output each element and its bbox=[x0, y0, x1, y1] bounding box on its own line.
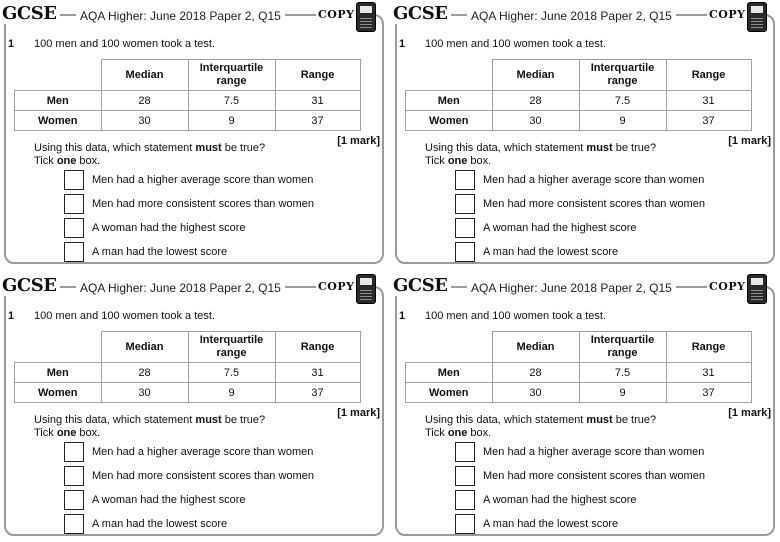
instructions: Using this data, which statement must be true? Tick one box. bbox=[34, 142, 266, 167]
stats-table bbox=[405, 331, 752, 403]
table-cell: 37 bbox=[275, 111, 360, 131]
tick-box[interactable] bbox=[64, 170, 84, 190]
gcse-logo: GCSE bbox=[2, 3, 60, 24]
tick-box[interactable] bbox=[455, 242, 475, 262]
stats-table bbox=[405, 59, 752, 131]
tick-box[interactable] bbox=[64, 194, 84, 214]
copy-badge: COPY bbox=[709, 280, 746, 293]
table-cell: 31 bbox=[666, 91, 751, 111]
option-label: Men had more consistent scores than women bbox=[483, 470, 705, 482]
tick-box[interactable] bbox=[64, 490, 84, 510]
table-header-iqr: Interquartile range bbox=[579, 332, 666, 363]
instructions: Using this data, which statement must be true? Tick one box. bbox=[425, 142, 657, 167]
stats-table bbox=[14, 331, 361, 403]
question-text: 100 men and 100 women took a test. bbox=[425, 310, 607, 322]
row-label-men: Men bbox=[15, 363, 102, 383]
row-label-men: Men bbox=[406, 363, 493, 383]
table-row bbox=[15, 363, 361, 383]
tick-box[interactable] bbox=[64, 442, 84, 462]
table-header-iqr: Interquartile range bbox=[579, 60, 666, 91]
table-header-median: Median bbox=[101, 60, 188, 91]
option-label: Men had a higher average score than women bbox=[483, 174, 705, 186]
mark-allocation: [1 mark] bbox=[728, 407, 771, 419]
table-cell: 7.5 bbox=[579, 363, 666, 383]
table-header-median: Median bbox=[101, 332, 188, 363]
table-cell: 30 bbox=[101, 111, 188, 131]
mark-allocation: [1 mark] bbox=[337, 407, 380, 419]
tick-box[interactable] bbox=[455, 490, 475, 510]
option-label: Men had a higher average score than women bbox=[92, 446, 314, 458]
table-cell: 7.5 bbox=[188, 363, 275, 383]
row-label-men: Men bbox=[15, 91, 102, 111]
paper-title: AQA Higher: June 2018 Paper 2, Q15 bbox=[76, 9, 285, 23]
row-label-women: Women bbox=[406, 111, 493, 131]
tick-box[interactable] bbox=[455, 194, 475, 214]
option-label: Men had a higher average score than women bbox=[483, 446, 705, 458]
table-cell: 37 bbox=[275, 383, 360, 403]
table-cell: 28 bbox=[101, 91, 188, 111]
table-cell: 28 bbox=[101, 363, 188, 383]
option-label: A woman had the highest score bbox=[483, 222, 637, 234]
question-text: 100 men and 100 women took a test. bbox=[34, 310, 216, 322]
table-header-median: Median bbox=[492, 60, 579, 91]
option-label: A woman had the highest score bbox=[92, 222, 246, 234]
table-row bbox=[15, 383, 361, 403]
table-header-range: Range bbox=[666, 60, 751, 91]
table-header-range: Range bbox=[666, 332, 751, 363]
copy-badge: COPY bbox=[318, 8, 355, 21]
table-cell: 28 bbox=[492, 363, 579, 383]
calculator-icon bbox=[747, 274, 767, 304]
paper-title: AQA Higher: June 2018 Paper 2, Q15 bbox=[467, 281, 676, 295]
option-label: Men had more consistent scores than women bbox=[92, 198, 314, 210]
tick-box[interactable] bbox=[64, 466, 84, 486]
tick-box[interactable] bbox=[455, 514, 475, 534]
table-corner bbox=[406, 60, 493, 91]
question-card-1 bbox=[0, 0, 388, 270]
table-corner bbox=[15, 60, 102, 91]
table-cell: 9 bbox=[579, 383, 666, 403]
option-label: A woman had the highest score bbox=[92, 494, 246, 506]
table-header-iqr: Interquartile range bbox=[188, 332, 275, 363]
table-cell: 30 bbox=[492, 383, 579, 403]
table-row bbox=[406, 111, 752, 131]
option-label: Men had a higher average score than women bbox=[92, 174, 314, 186]
option-label: A man had the lowest score bbox=[483, 246, 619, 258]
question-card-3 bbox=[0, 272, 388, 542]
question-text: 100 men and 100 women took a test. bbox=[425, 38, 607, 50]
option-label: A man had the lowest score bbox=[92, 246, 228, 258]
mark-allocation: [1 mark] bbox=[337, 135, 380, 147]
table-header-range: Range bbox=[275, 60, 360, 91]
table-row bbox=[406, 383, 752, 403]
table-row bbox=[15, 91, 361, 111]
table-cell: 31 bbox=[666, 363, 751, 383]
calculator-icon bbox=[747, 2, 767, 32]
row-label-women: Women bbox=[15, 111, 102, 131]
paper-title: AQA Higher: June 2018 Paper 2, Q15 bbox=[467, 9, 676, 23]
option-label: A woman had the highest score bbox=[483, 494, 637, 506]
question-number: 1 bbox=[399, 38, 406, 50]
table-header-median: Median bbox=[492, 332, 579, 363]
option-label: Men had more consistent scores than women bbox=[92, 470, 314, 482]
table-row bbox=[15, 111, 361, 131]
copy-badge: COPY bbox=[318, 280, 355, 293]
tick-box[interactable] bbox=[64, 218, 84, 238]
table-row bbox=[406, 363, 752, 383]
table-cell: 37 bbox=[666, 111, 751, 131]
table-cell: 9 bbox=[188, 383, 275, 403]
gcse-logo: GCSE bbox=[2, 275, 60, 296]
question-number: 1 bbox=[8, 38, 15, 50]
calculator-icon bbox=[356, 274, 376, 304]
instructions: Using this data, which statement must be true? Tick one box. bbox=[34, 414, 266, 439]
table-corner bbox=[406, 332, 493, 363]
gcse-logo: GCSE bbox=[393, 3, 451, 24]
mark-allocation: [1 mark] bbox=[728, 135, 771, 147]
table-header-range: Range bbox=[275, 332, 360, 363]
table-cell: 7.5 bbox=[579, 91, 666, 111]
gcse-logo: GCSE bbox=[393, 275, 451, 296]
tick-box[interactable] bbox=[455, 442, 475, 462]
row-label-men: Men bbox=[406, 91, 493, 111]
table-cell: 31 bbox=[275, 91, 360, 111]
table-cell: 9 bbox=[188, 111, 275, 131]
tick-box[interactable] bbox=[64, 514, 84, 534]
stats-table bbox=[14, 59, 361, 131]
question-number: 1 bbox=[399, 310, 406, 322]
tick-box[interactable] bbox=[64, 242, 84, 262]
tick-box[interactable] bbox=[455, 170, 475, 190]
calculator-icon bbox=[356, 2, 376, 32]
option-label: A man had the lowest score bbox=[92, 518, 228, 530]
table-row bbox=[406, 91, 752, 111]
row-label-women: Women bbox=[406, 383, 493, 403]
question-number: 1 bbox=[8, 310, 15, 322]
tick-box[interactable] bbox=[455, 218, 475, 238]
table-cell: 31 bbox=[275, 363, 360, 383]
row-label-women: Women bbox=[15, 383, 102, 403]
option-label: Men had more consistent scores than women bbox=[483, 198, 705, 210]
question-card-4 bbox=[391, 272, 779, 542]
paper-title: AQA Higher: June 2018 Paper 2, Q15 bbox=[76, 281, 285, 295]
table-cell: 7.5 bbox=[188, 91, 275, 111]
table-cell: 37 bbox=[666, 383, 751, 403]
copy-badge: COPY bbox=[709, 8, 746, 21]
table-header-iqr: Interquartile range bbox=[188, 60, 275, 91]
tick-box[interactable] bbox=[455, 466, 475, 486]
table-cell: 30 bbox=[101, 383, 188, 403]
option-label: A man had the lowest score bbox=[483, 518, 619, 530]
question-card-2 bbox=[391, 0, 779, 270]
table-corner bbox=[15, 332, 102, 363]
question-text: 100 men and 100 women took a test. bbox=[34, 38, 216, 50]
table-cell: 28 bbox=[492, 91, 579, 111]
instructions: Using this data, which statement must be true? Tick one box. bbox=[425, 414, 657, 439]
table-cell: 9 bbox=[579, 111, 666, 131]
table-cell: 30 bbox=[492, 111, 579, 131]
